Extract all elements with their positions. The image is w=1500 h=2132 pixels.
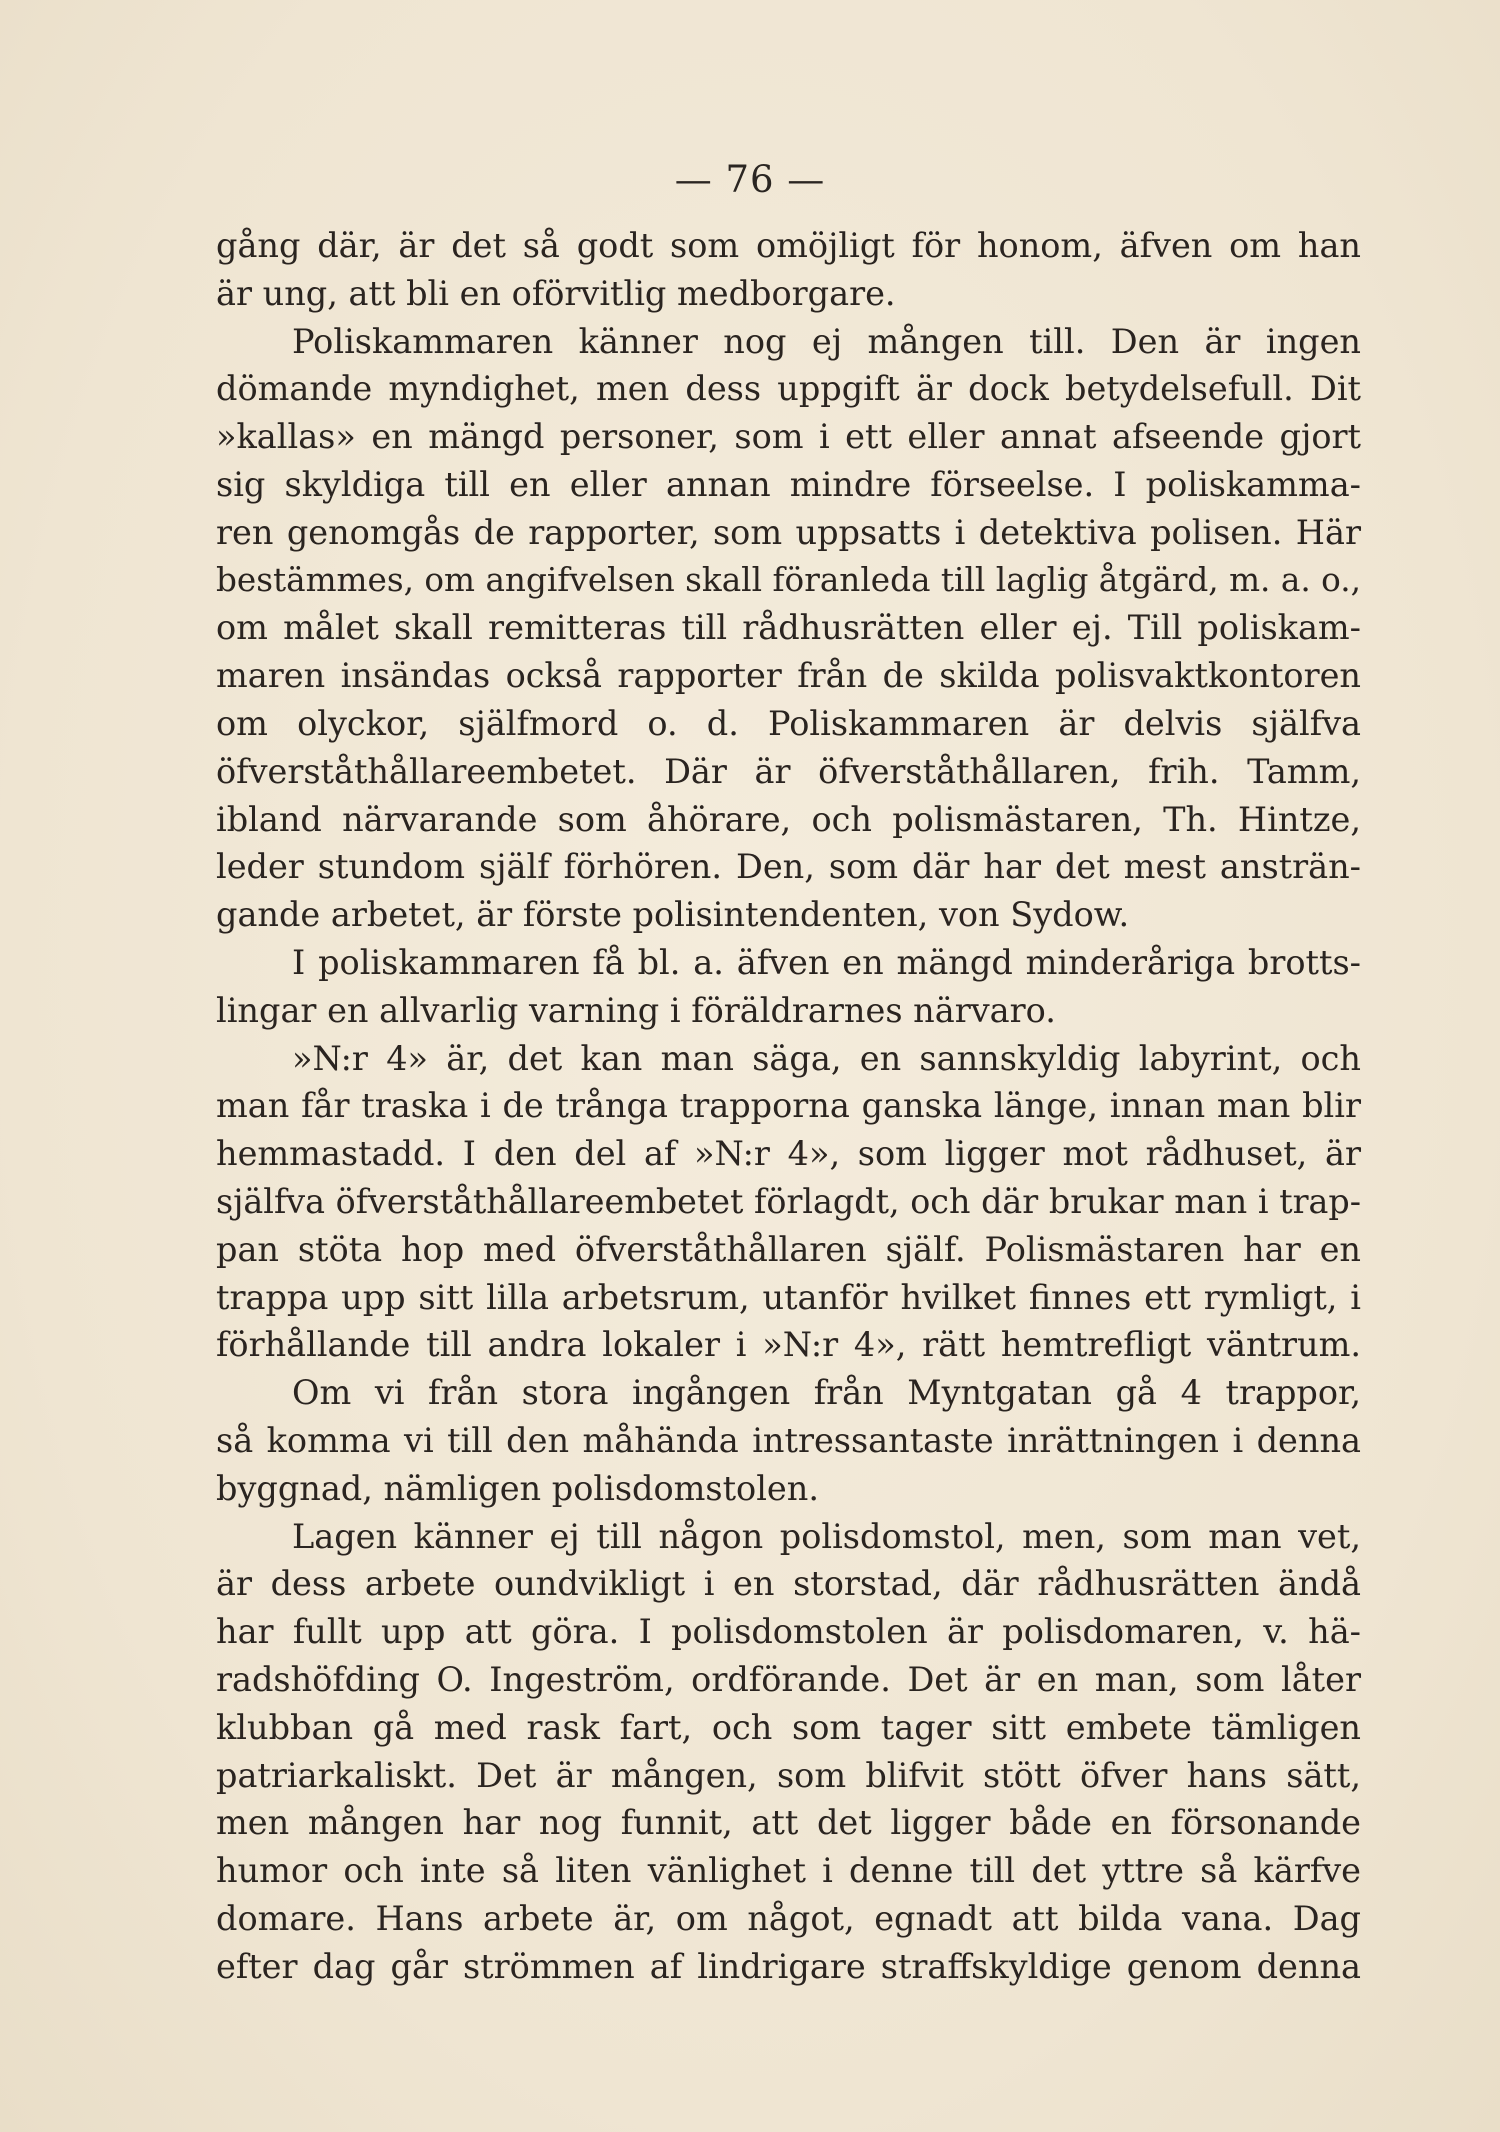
text-line: dömande myndighet, men dess uppgift är dock betydelsefull. Dit — [216, 369, 1361, 409]
text-line: pan stöta hop med öfverståthållaren själf. Polismästaren har en — [216, 1229, 1361, 1269]
text-line: humor och inte så liten vänlighet i denne till det yttre så kärfve — [216, 1851, 1361, 1891]
text-line: trappa upp sitt lilla arbetsrum, utanför hvilket finnes ett rymligt, i — [216, 1277, 1361, 1317]
text-line: om målet skall remitteras till rådhusrätten eller ej. Till poliskam- — [216, 608, 1361, 648]
text-line: är ung, att bli en oförvitlig medborgare. — [216, 273, 896, 313]
text-line: Om vi från stora ingången från Myntgatan gå 4 trappor, — [292, 1373, 1361, 1413]
text-line: radshöfding O. Ingeström, ordförande. Det är en man, som låter — [216, 1659, 1361, 1699]
text-line: men mången har nog funnit, att det ligger både en försonande — [216, 1803, 1361, 1843]
text-line: hemmastadd. I den del af »N:r 4», som ligger mot rådhuset, är — [216, 1134, 1361, 1174]
text-line: »kallas» en mängd personer, som i ett eller annat afseende gjort — [216, 417, 1361, 457]
text-line: är dess arbete oundvikligt i en storstad, där rådhusrätten ändå — [216, 1564, 1361, 1604]
text-line: man får traska i de trånga trapporna ganska länge, innan man blir — [216, 1086, 1361, 1126]
text-line: gång där, är det så godt som omöjligt för honom, äfven om han — [216, 226, 1361, 265]
text-line: bestämmes, om angifvelsen skall föranleda till laglig åtgärd, m. a. o., — [216, 560, 1361, 599]
text-line: efter dag går strömmen af lindrigare straffskyldige genom denna — [216, 1946, 1361, 1986]
text-line: sig skyldiga till en eller annan mindre förseelse. I poliskamma- — [216, 464, 1361, 504]
text-line: patriarkaliskt. Det är mången, som blifvit stött öfver hans sätt, — [216, 1755, 1361, 1795]
text-line: förhållande till andra lokaler i »N:r 4», rätt hemtrefligt väntrum. — [216, 1325, 1361, 1365]
text-line: klubban gå med rask fart, och som tager sitt embete tämligen — [216, 1707, 1361, 1747]
text-line: maren insändas också rapporter från de skilda polisvaktkontoren — [216, 656, 1361, 696]
text-line: ibland närvarande som åhörare, och polismästaren, Th. Hintze, — [216, 799, 1361, 839]
text-line: domare. Hans arbete är, om något, egnadt att bilda vana. Dag — [216, 1898, 1361, 1938]
text-line: Lagen känner ej till någon polisdomstol, men, som man vet, — [292, 1516, 1361, 1556]
text-line: ren genomgås de rapporter, som uppsatts i detektiva polisen. Här — [216, 512, 1361, 552]
page-number: — 76 — — [674, 158, 826, 201]
text-line: byggnad, nämligen polisdomstolen. — [216, 1468, 819, 1508]
text-line: har fullt upp att göra. I polisdomstolen är polisdomaren, v. hä- — [216, 1612, 1361, 1652]
text-line: öfverståthållareembetet. Där är öfverståthållaren, frih. Tamm, — [216, 751, 1361, 791]
text-line: gande arbetet, är förste polisintendenten, von Sydow. — [216, 895, 1130, 935]
text-line: lingar en allvarlig varning i föräldrarnes närvaro. — [216, 990, 1056, 1030]
text-line: I poliskammaren få bl. a. äfven en mängd minderåriga brotts- — [292, 942, 1361, 982]
text-line: om olyckor, själfmord o. d. Poliskammaren är delvis själfva — [216, 703, 1361, 743]
text-line: själfva öfverståthållareembetet förlagdt, och där brukar man i trap- — [216, 1181, 1361, 1221]
text-line: Poliskammaren känner nog ej mången till. Den är ingen — [292, 321, 1361, 361]
text-line: »N:r 4» är, det kan man säga, en sannskyldig labyrint, och — [292, 1038, 1361, 1078]
text-body — [216, 222, 1361, 1990]
text-line: leder stundom själf förhören. Den, som där har det mest ansträn- — [216, 847, 1361, 887]
text-line: så komma vi till den måhända intressantaste inrättningen i denna — [216, 1420, 1361, 1460]
